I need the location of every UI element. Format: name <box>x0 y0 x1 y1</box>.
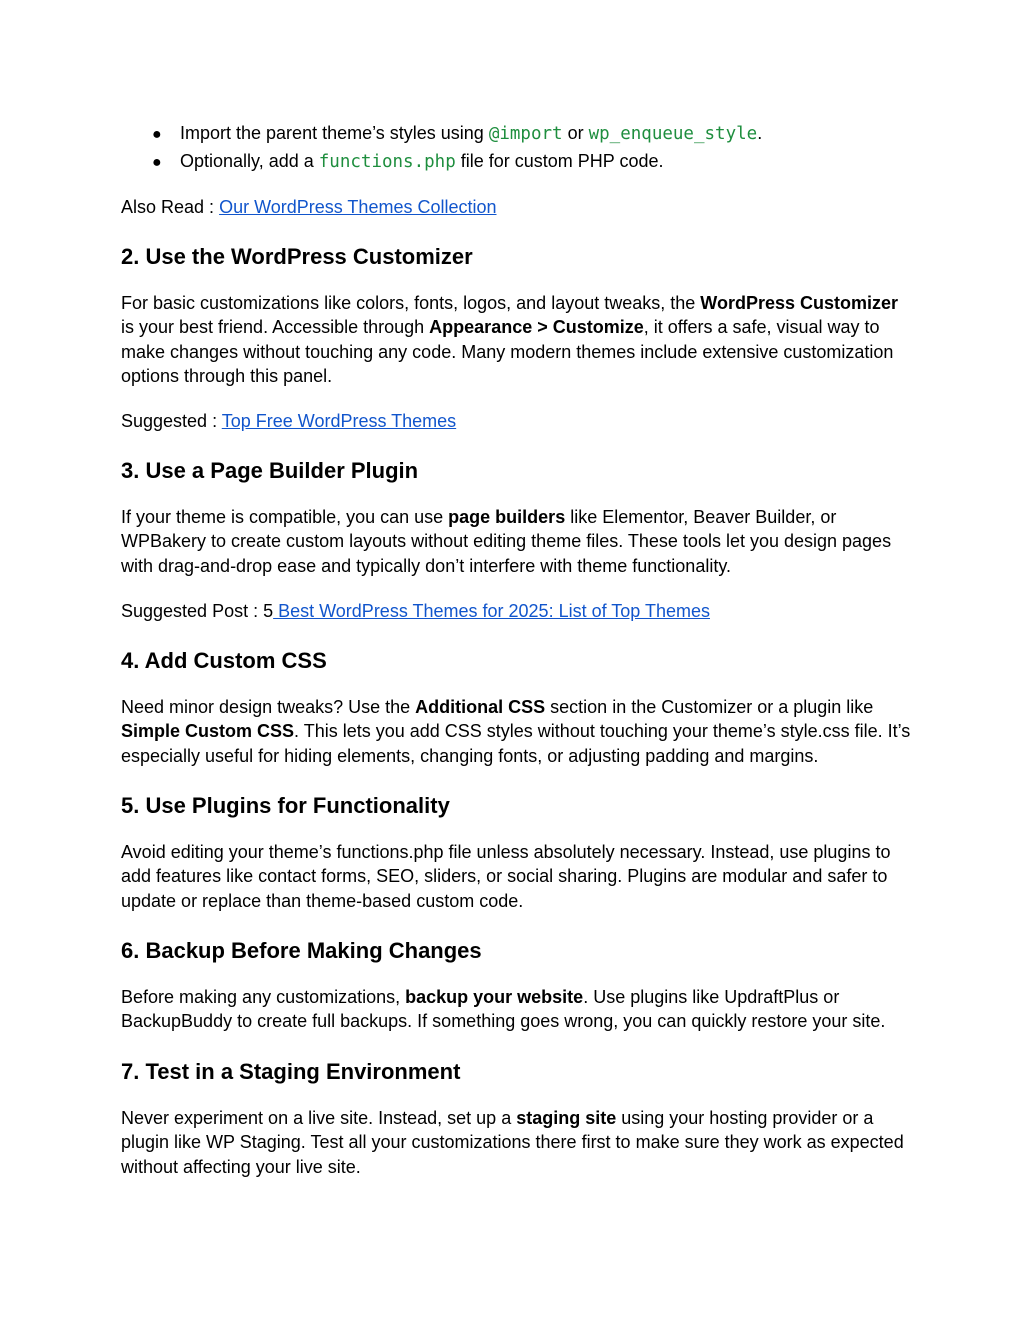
also-read-link[interactable]: Our WordPress Themes Collection <box>219 197 497 217</box>
inline-code: functions.php <box>318 152 456 172</box>
section-paragraph: Never experiment on a live site. Instead, set up a staging site using your hosting provider or a plugin like WP Staging. Test all your customizations there first to make sure they work as expected without affecting your live site. <box>121 1108 904 1177</box>
suggested-link[interactable]: Top Free WordPress Themes <box>221 411 457 431</box>
bullet-text: file for custom PHP code. <box>455 151 664 171</box>
section-paragraph: Avoid editing your theme’s functions.php file unless absolutely necessary. Instead, use plugins to add features like contact forms, SEO, sliders, or social sharing. Plugins are modular and safer to update or replace than theme-based custom code. <box>121 842 891 911</box>
bullet-icon: ● <box>152 126 162 143</box>
bullet-text: Optionally, add a <box>180 151 319 171</box>
suggested-line <box>121 409 911 433</box>
bullet-text: . <box>757 123 763 143</box>
suggested-post-link[interactable]: Best WordPress Themes for 2025: List of Top Themes <box>273 601 710 621</box>
inline-code: @import <box>488 124 563 144</box>
bullet-text: Import the parent theme’s styles using <box>180 123 489 143</box>
section-heading: 6. Backup Before Making Changes <box>121 938 482 963</box>
suggested-label: Suggested : <box>121 411 222 431</box>
list-item <box>152 121 762 147</box>
section-heading: 4. Add Custom CSS <box>121 648 327 673</box>
section-heading: 5. Use Plugins for Functionality <box>121 793 450 818</box>
list-item <box>152 149 664 175</box>
inline-code: wp_enqueue_style <box>588 124 758 144</box>
bullet-icon: ● <box>152 154 162 171</box>
suggested-post-label: Suggested Post : 5 <box>121 601 274 621</box>
also-read-line <box>121 195 911 219</box>
section-heading: 3. Use a Page Builder Plugin <box>121 458 419 483</box>
section-heading: 7. Test in a Staging Environment <box>121 1059 461 1084</box>
section-heading: 2. Use the WordPress Customizer <box>121 244 473 269</box>
also-read-label: Also Read : <box>121 197 220 217</box>
section-paragraph: Before making any customizations, backup your website. Use plugins like UpdraftPlus or BackupBuddy to create full backups. If something goes wrong, you can quickly restore your site. <box>121 987 886 1032</box>
bullet-text: or <box>562 123 589 143</box>
section-paragraph: For basic customizations like colors, fonts, logos, and layout tweaks, the WordPress Customizer is your best friend. Accessible through Appearance > Customize, it offers a safe, visual way to make changes without touching any code. Many modern themes include extensive customization options through this panel. <box>121 293 898 387</box>
section-paragraph: Need minor design tweaks? Use the Additional CSS section in the Customizer or a plugin like Simple Custom CSS. This lets you add CSS styles without touching your theme’s style.css file. It’s especially useful for hiding elements, changing fonts, or adjusting padding and margins. <box>121 697 911 766</box>
section-paragraph: If your theme is compatible, you can use page builders like Elementor, Beaver Builder, or WPBakery to create custom layouts without editing theme files. These tools let you design pages with drag-and-drop ease and typically don’t interfere with theme functionality. <box>121 507 892 576</box>
suggested-post-line <box>121 599 911 623</box>
